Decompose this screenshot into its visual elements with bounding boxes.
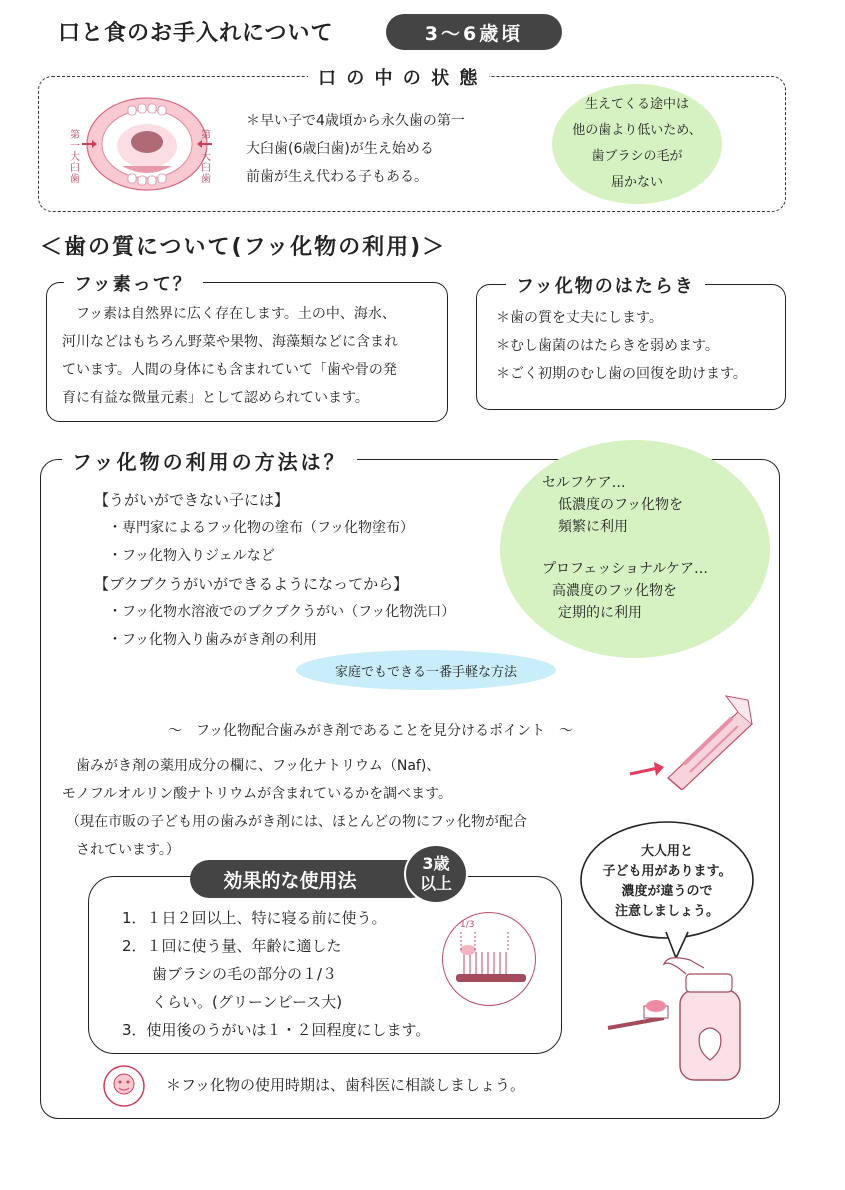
care-line: 高濃度のフッ化物を (552, 583, 678, 599)
care-bubble (500, 440, 770, 658)
point-line: 歯みがき剤の薬用成分の欄に、フッ化ナトリウム（Naf)、 (76, 758, 441, 774)
care-line: プロフェッショナルケア… (542, 561, 709, 577)
speech-line: 注意しましょう。 (614, 904, 719, 919)
speech-line: 濃度が違うので (621, 884, 713, 899)
mouth-line: ＊早い子で4歳頃から永久歯の第一 (246, 113, 465, 129)
point-text (62, 752, 527, 864)
mouth-bubble-line: 生えてくる途中は (584, 97, 689, 112)
group1-item: ・フッ化物入りジェルなど (108, 548, 275, 564)
step-item: 2．１回に使う量、年齢に適した (122, 937, 342, 955)
tooth-label-left: 第一大臼歯 (70, 130, 80, 185)
mouth-text (246, 107, 465, 191)
home-cloud-text: 家庭でもできる一番手軽な方法 (334, 664, 517, 680)
footer-note: ＊フッ化物の使用時期は、歯科医に相談しましょう。 (166, 1076, 525, 1094)
age-3-badge-line: 3歳 (422, 854, 450, 873)
care-line: 低濃度のフッ化物を (558, 497, 684, 513)
group1-title: 【うがいができない子には】 (94, 491, 290, 509)
group2-item: ・フッ化物水溶液でのブクブクうがい（フッ化物洗口） (108, 604, 456, 620)
mouth-line: 大臼歯(6歳臼歯)が生え始める (246, 141, 434, 157)
group2-item: ・フッ化物入り歯みがき剤の利用 (108, 632, 318, 648)
age-badge: 3～6歳頃 (386, 14, 562, 50)
fluorine-line: 育に有益な微量元素」として認められています。 (62, 390, 369, 406)
step-item: くらい。(グリーンピース大) (152, 993, 343, 1011)
effective-title-pill (190, 860, 430, 898)
function-item: ＊ごく初期のむし歯の回復を助けます。 (496, 366, 747, 382)
function-item: ＊むし歯菌のはたらきを弱めます。 (496, 338, 719, 354)
fluorine-line: ています。人間の身体にも含まれていて「歯や骨の発 (62, 362, 397, 378)
page-title: 口と食のお手入れについて (58, 21, 334, 46)
fluorine-text (62, 300, 398, 412)
toothbrush-icon (446, 918, 534, 1002)
toothpaste-bottle-icon (604, 950, 754, 1084)
care-line: 頻繁に利用 (558, 519, 628, 535)
mouth-bubble-line: 歯ブラシの毛が (591, 149, 683, 164)
age-3-badge (404, 844, 468, 904)
function-heading: フッ化物のはたらき (506, 272, 705, 298)
home-cloud (296, 650, 556, 690)
speech-line: 大人用と (640, 844, 693, 859)
effective-title: 効果的な使用法 (223, 869, 357, 892)
fluorine-line: フッ素は自然界に広く存在します。土の中、海水、 (76, 306, 396, 322)
care-line: 定期的に利用 (558, 605, 642, 621)
mouth-heading: 口 の 中 の 状 態 (308, 64, 489, 90)
speech-text (582, 842, 752, 922)
section-title: ＜歯の質について(フッ化物の利用)＞ (40, 235, 447, 260)
fluorine-heading: フッ素って？ (64, 270, 203, 296)
mouth-bubble (552, 84, 722, 204)
toothpaste-box-icon (628, 690, 758, 790)
mouth-bubble-line: 他の歯より低いため、 (572, 123, 702, 138)
function-item: ＊歯の質を丈夫にします。 (496, 310, 663, 326)
point-title: ～ フッ化物配合歯みがき剤であることを見分けるポイント ～ (168, 723, 574, 739)
tooth-label-right: 第一大臼歯 (201, 130, 211, 185)
group2-title: 【ブクブクうがいができるようになってから】 (94, 575, 409, 593)
point-line: モノフルオルリン酸ナトリウムが含まれているかを調べます。 (62, 786, 453, 802)
step-item: 歯ブラシの毛の部分の１/３ (152, 965, 338, 983)
step-item: 1．１日２回以上、特に寝る前に使う。 (122, 909, 387, 927)
brush-fraction: 1/3 (460, 920, 475, 930)
age-3-badge-line: 以上 (419, 874, 452, 893)
function-list (496, 304, 747, 388)
usage-heading: フッ化物の利用の方法は？ (62, 446, 357, 475)
mouth-line: 前歯が生え代わる子もある。 (246, 169, 428, 185)
care-line: セルフケア… (542, 475, 626, 491)
mouth-bubble-line: 届かない (610, 175, 663, 190)
point-line: されています。） (76, 842, 180, 858)
step-item: 3．使用後のうがいは１・２回程度にします。 (122, 1021, 431, 1039)
fluorine-line: 河川などはもちろん野菜や果物、海藻類などに含まれ (62, 334, 398, 350)
point-line: （現在市販の子ども用の歯みがき剤には、ほとんどの物にフッ化物が配合 (66, 814, 528, 830)
group1-item: ・専門家によるフッ化物の塗布（フッ化物塗布） (108, 520, 415, 536)
character-stamp-icon (102, 1064, 146, 1108)
care-spacer (542, 538, 770, 558)
usage-groups (94, 486, 455, 654)
steps-list (122, 904, 430, 1044)
speech-line: 子ども用があります。 (602, 864, 732, 879)
